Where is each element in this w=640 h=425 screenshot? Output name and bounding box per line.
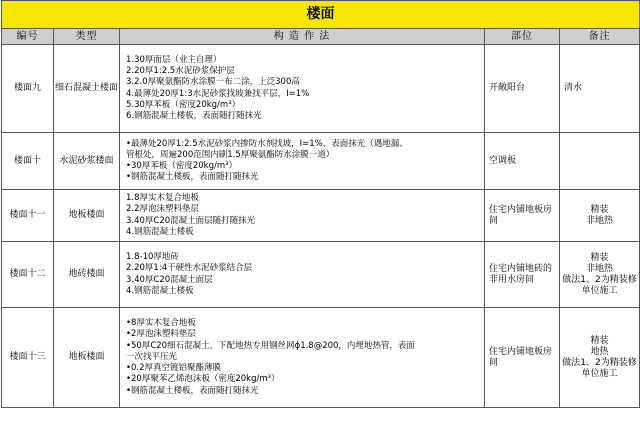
table-title: 楼面: [2, 1, 640, 29]
method-line: 4.钢筋混凝土楼板: [126, 285, 194, 296]
row-method: [120, 133, 485, 190]
row-remark: 清水: [560, 45, 640, 133]
row-method: [120, 308, 485, 408]
header-row: [2, 29, 640, 45]
row-remark: 精装 非地热 做法1、2为精装修单位施工: [560, 242, 640, 308]
method-line: •50厚C20细石混凝土，下配地热专用钢丝网ϕ1.8@200，内埋地热管，表面: [126, 340, 415, 351]
row-code: 楼面十: [2, 133, 54, 190]
row-location: 住宅内铺地砖的非用水房间: [485, 242, 560, 308]
table-row: [2, 133, 640, 190]
method-line: •钢筋混凝土楼板，表面随打随抹光: [126, 385, 259, 396]
row-method: [120, 242, 485, 308]
row-type: 地板楼面: [54, 190, 120, 242]
method-line: 1.8厚实木复合地板: [126, 193, 200, 204]
method-line: 3.2.0厚聚氨酯防水涂膜一布二涂，上泛300高: [126, 77, 300, 88]
method-line: •8厚实木复合地板: [126, 318, 196, 329]
header-remark: 备注: [560, 29, 640, 45]
header-method: 构 造 作 法: [120, 29, 485, 45]
row-code: 楼面九: [2, 45, 54, 133]
method-line: 管根处，周遍200范围内刷1.5厚聚氨酯防水涂膜一道）: [126, 149, 335, 160]
row-code: 楼面十三: [2, 308, 54, 408]
method-line: 1.30厚面层（业主自理）: [126, 54, 222, 65]
method-line: •钢筋混凝土楼板，表面随打随抹光: [126, 172, 259, 183]
construction-spec-table: [1, 0, 640, 408]
row-type: 地砖楼面: [54, 242, 120, 308]
method-line: •30厚苯板（密度20kg/m³）: [126, 161, 238, 171]
row-code: 楼面十二: [2, 242, 54, 308]
method-line: 4.钢筋混凝土楼板: [126, 226, 194, 237]
row-type: 水泥砂浆楼面: [54, 133, 120, 190]
row-remark: 精装 地热 做法1、2为精装修单位施工: [560, 308, 640, 408]
method-line: 5.30厚苯板（密度20kg/m³）: [126, 99, 241, 110]
method-line: •20厚聚苯乙烯泡沫板（密度20kg/m³）: [126, 374, 280, 385]
method-line: 2.20厚1:2.5水泥砂浆保护层: [126, 66, 235, 77]
method-line: 2.20厚1:4干硬性水泥砂浆结合层: [126, 263, 253, 274]
header-type: 类型: [54, 29, 120, 45]
row-location: 住宅内铺地板房间: [485, 308, 560, 408]
table-row: [2, 242, 640, 308]
row-type: 细石混凝土楼面: [54, 45, 120, 133]
table-row: [2, 190, 640, 242]
method-line: 2.2厚泡沫塑料垫层: [126, 204, 200, 215]
row-code: 楼面十一: [2, 190, 54, 242]
row-remark: 精装 非地热: [560, 190, 640, 242]
row-method: [120, 45, 485, 133]
table-row: [2, 308, 640, 408]
table-title-row: [2, 1, 640, 29]
table-row: [2, 45, 640, 133]
header-code: 编号: [2, 29, 54, 45]
method-line: 一次找平压光: [126, 351, 178, 362]
row-remark: [560, 133, 640, 190]
row-type: 地板楼面: [54, 308, 120, 408]
method-line: •0.2厚真空镀铝聚酯薄膜: [126, 363, 222, 374]
header-location: 部位: [485, 29, 560, 45]
row-method: [120, 190, 485, 242]
method-line: 6.钢筋混凝土楼板，表面随打随抹光: [126, 110, 262, 121]
method-line: •最薄处20厚1:2.5水泥砂浆内掺防水剂找坡，I=1%，表面抹光（遇地漏、: [126, 138, 408, 149]
row-location: 空调板: [485, 133, 560, 190]
method-line: 3.40厚C20混凝土面层: [126, 274, 213, 285]
method-line: 1.8-10厚地砖: [126, 252, 179, 263]
method-line: 4.最薄处20厚1:3水泥砂浆找坡兼找平层，I=1%: [126, 88, 310, 99]
row-location: 开敞阳台: [485, 45, 560, 133]
row-location: 住宅内铺地板房间: [485, 190, 560, 242]
method-line: •2厚泡沫塑料垫层: [126, 329, 196, 340]
method-line: 3.40厚C20混凝土面层随打随抹光: [126, 215, 256, 226]
